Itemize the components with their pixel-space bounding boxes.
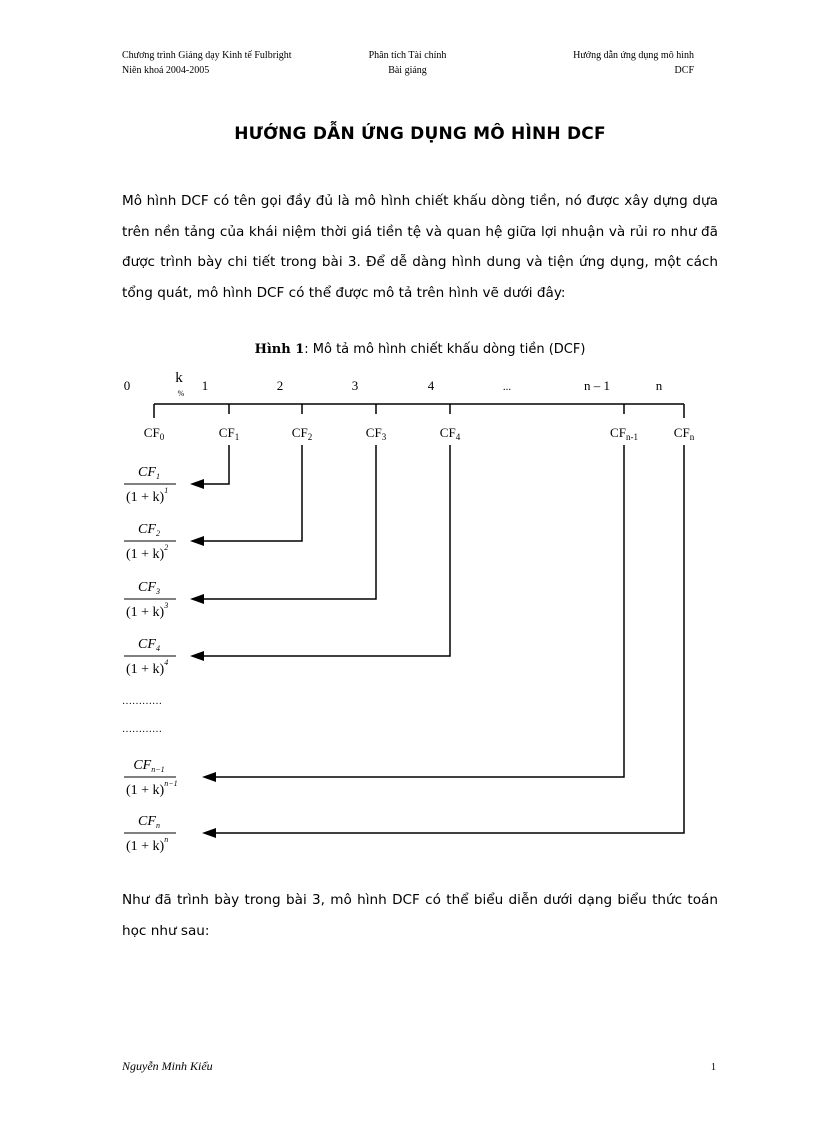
period-labels [124, 378, 663, 393]
term-numerator: $CF_n$ [138, 814, 160, 830]
discount-arrow [202, 445, 450, 656]
cash-flow-labels [144, 425, 695, 442]
cash-flow-label: $CF_1$ [218, 425, 240, 442]
cash-flow-label: $CF_n$ [673, 425, 695, 442]
term-numerator: $CF_1$ [138, 465, 160, 481]
page-title: HƯỚNG DẪN ỨNG DỤNG MÔ HÌNH DCF [234, 124, 606, 144]
figure-caption-label: Hình 1 [254, 342, 305, 357]
cash-flow-label: $CF_0$ [143, 425, 165, 442]
period-label: n [655, 378, 663, 393]
discounted-term [124, 465, 176, 505]
arrowhead [190, 479, 204, 489]
arrowhead [190, 651, 204, 661]
header-program: Chương trình Giảng dạy Kinh tế Fulbright [122, 50, 292, 61]
header-center [330, 48, 485, 78]
arrowhead [190, 536, 204, 546]
discount-arrow [202, 445, 302, 541]
discount-arrows [190, 445, 684, 838]
discount-arrow [202, 445, 376, 599]
discounted-term [124, 580, 176, 620]
header-topic: Hướng dẫn ứng dụng mô hình [573, 50, 694, 61]
period-label: 3 [351, 378, 359, 393]
intro-paragraph: Mô hình DCF có tên gọi đầy đủ là mô hình chiết khấu dòng tiền, nó được xây dựng dựa trên nền tảng của khái niệm thời giá tiền tệ và quan hệ giữa lợi nhuận và rủi ro như đã được trình bày chi tiết trong bài 3. Để dễ dàng hình dung và tiện ứng dụng, một cách tổng quát, mô hình DCF có thể được mô tả trên hình vẽ dưới đây: [122, 193, 718, 301]
discount-arrow [202, 445, 229, 484]
page-number: 1 [711, 1062, 716, 1073]
dcf-diagram [0, 360, 816, 860]
discount-rate-label [175, 370, 184, 398]
header-left [122, 48, 292, 78]
rate-unit: % [177, 389, 185, 398]
footer-author: Nguyễn Minh Kiểu [122, 1059, 213, 1073]
cash-flow-label: $CF_3$ [365, 425, 387, 442]
term-numerator: $CF_{n-1}$ [133, 758, 165, 774]
header-topic-cont: DCF [674, 65, 694, 76]
figure-caption-text: : Mô tả mô hình chiết khấu dòng tiền (DCF) [304, 342, 586, 357]
cash-flow-label: $CF_{n-1}$ [610, 425, 638, 442]
discounted-term [124, 522, 176, 562]
period-label: 2 [276, 378, 284, 393]
term-denominator: $(1 + k)^3$ [126, 601, 169, 620]
term-numerator: $CF_4$ [138, 637, 160, 653]
arrowhead [202, 828, 216, 838]
ellipsis-row: ………… [122, 724, 162, 735]
period-label: 0 [123, 378, 131, 393]
rate-symbol: k [175, 370, 183, 386]
period-label: 1 [201, 378, 209, 393]
period-label: ... [502, 381, 512, 393]
discounted-term [124, 758, 178, 798]
header-right [520, 48, 694, 78]
term-denominator: $(1 + k)^2$ [126, 543, 169, 562]
timeline-axis [154, 404, 684, 418]
discounted-terms [122, 465, 178, 854]
period-label: n – 1 [584, 378, 610, 393]
header-year: Niên khoá 2004-2005 [122, 65, 210, 76]
discounted-term [124, 637, 176, 677]
term-denominator: $(1 + k)^{n-1}$ [126, 779, 178, 798]
header-course: Phân tích Tài chính [368, 50, 447, 61]
discounted-term [124, 814, 176, 854]
cash-flow-label: $CF_2$ [291, 425, 313, 442]
figure-caption [122, 342, 718, 357]
discount-arrow [214, 445, 624, 777]
cash-flow-label: $CF_4$ [439, 425, 461, 442]
formula-intro-paragraph: Như đã trình bày trong bài 3, mô hình DCF có thể biểu diễn dưới dạng biểu thức toán học như sau: [122, 892, 718, 939]
period-label: 4 [427, 378, 435, 393]
header-type: Bài giảng [388, 65, 427, 76]
discount-arrow [214, 445, 684, 833]
arrowhead [190, 594, 204, 604]
ellipsis-row: ………… [122, 696, 162, 707]
term-denominator: $(1 + k)^4$ [126, 658, 169, 677]
term-numerator: $CF_3$ [138, 580, 160, 596]
term-denominator: $(1 + k)^n$ [126, 835, 169, 854]
arrowhead [202, 772, 216, 782]
term-numerator: $CF_2$ [138, 522, 160, 538]
term-denominator: $(1 + k)^1$ [126, 486, 169, 505]
